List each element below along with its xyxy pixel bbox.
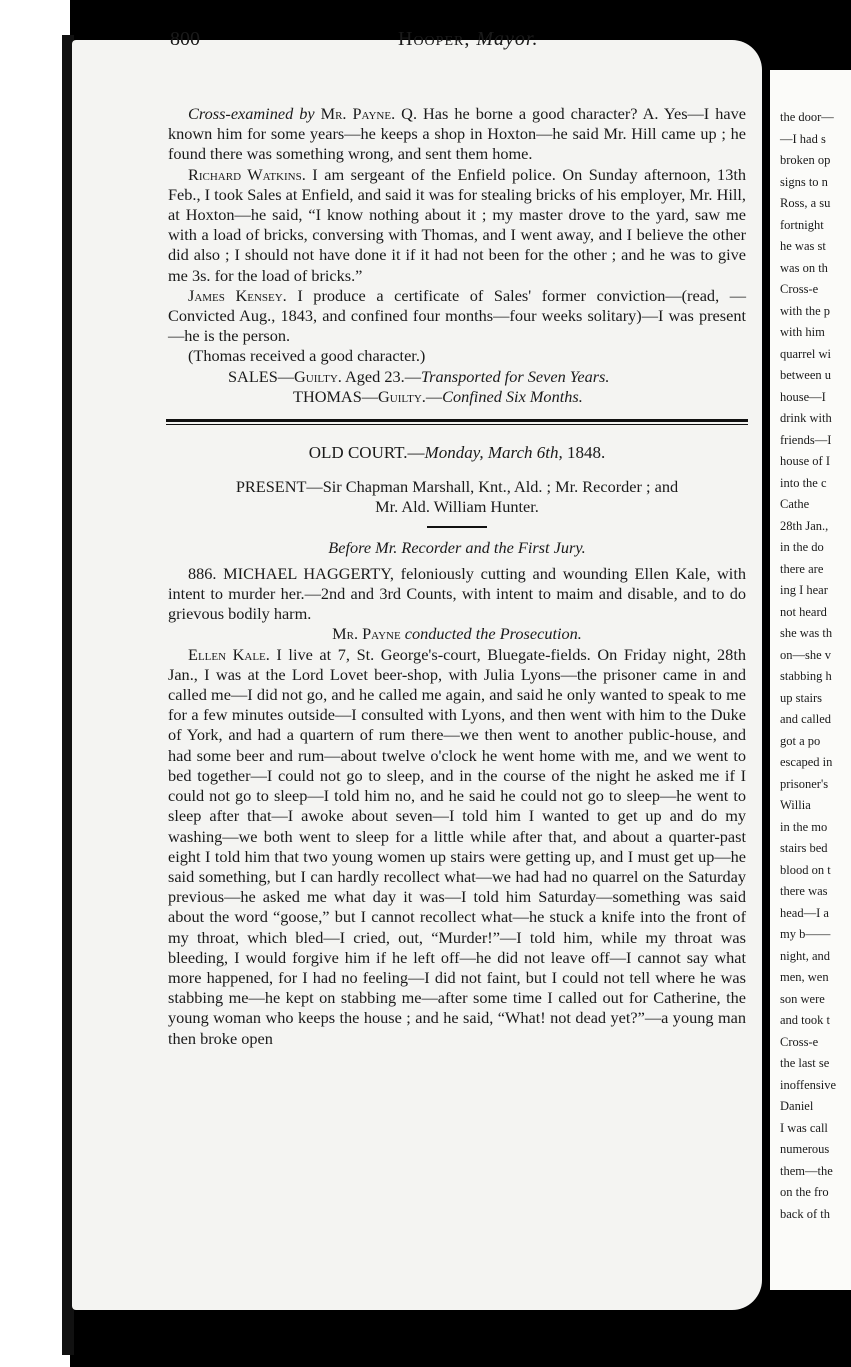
- facing-page-line: drink with: [780, 411, 832, 425]
- witness-name: Ellen Kale.: [188, 644, 270, 664]
- before-jury: [168, 538, 746, 558]
- facing-page-line: stairs bed: [780, 841, 828, 855]
- facing-page-line: between u: [780, 368, 832, 382]
- facing-page-line: and took t: [780, 1013, 830, 1027]
- facing-page-line: night, and: [780, 948, 830, 963]
- facing-page-line: inoffensive: [780, 1077, 837, 1092]
- verdict-sales: [228, 367, 746, 387]
- paragraph-cross-examination: [168, 104, 746, 165]
- section-divider: [166, 419, 748, 425]
- before-jury-text: Before Mr. Recorder and the First Jury.: [328, 537, 586, 557]
- facing-page-line: Cross-e: [780, 1034, 819, 1049]
- verdict-result: —Guilty.: [361, 386, 426, 406]
- testimony-text: I live at 7, St. George's-court, Bluegate-fields. On Friday night, 28th Jan., I was at the Lord Lovet beer-shop, with Julia Lyons—the prisoner came in and called me—I did not go, and he called me again, and said he only wanted to speak to me for a few minutes outside—I consulted with Lyons, and then went with him to the Duke of York, and had a quartern of rum there—we then went to another public-house, and had some beer and rum—about twelve o'clock he went home with me, and we went to bed together—I could not go to sleep, and in the course of the night he asked me if I could not go to sleep—I told him no, and he said he could not go to sleep—he went to sleep after that—I awoke about seven—I told him I wanted to get up and do my washing—we both went to sleep for a little while after that, and about a quarter-past eight I told him that two young women up stairs were getting up, and I must get up—he said something, but I can hardly recollect what—we had had no quarrel on the Saturday previous—he asked me what day it was—I told him Saturday—something was said about the word “goose,” but I cannot recollect what—he stuck a knife into the front of my throat, which bled—I cried, out, “Murder!”—I told him, while my throat was bleeding, I would forgive him if he left off—he did not leave off—I cannot say what more happened, for I had no feeling—I did not faint, but I could not tell where he was stabbing me—he kept on stabbing me—after some time I called out for Catherine, the young woman who keeps the house ; and he said, “What! not dead yet?”—a young man then broke open: [168, 644, 746, 1048]
- facing-page-line: and called: [780, 712, 832, 726]
- sentence: Transported for Seven Years.: [421, 366, 610, 386]
- running-head-title: Mayor.: [476, 28, 539, 50]
- facing-page-line: stabbing h: [780, 669, 832, 683]
- indictment: 886. MICHAEL HAGGERTY, feloniously cutting and wounding Ellen Kale, with intent to murder her.—2nd and 3rd Counts, with intent to maim and disable, and to do grievous bodily harm.: [168, 563, 746, 624]
- paragraph-kensey: [168, 286, 746, 347]
- page-header: [170, 28, 750, 58]
- facing-page-line: Cross-e: [780, 282, 819, 296]
- witness-name: James Kensey.: [188, 285, 287, 305]
- defendant: THOMAS: [293, 386, 362, 406]
- facing-page-line: up stairs: [780, 690, 823, 705]
- facing-page-line: he was st: [780, 239, 826, 253]
- prosecution-text: conducted the Prosecution.: [400, 624, 582, 644]
- facing-page-line: not heard: [780, 604, 827, 619]
- verdict-detail: Aged 23.—: [341, 366, 421, 386]
- court-heading: [168, 443, 746, 463]
- facing-page-fragment: [770, 70, 851, 1290]
- facing-page-line: my b——: [780, 927, 831, 941]
- facing-page-line: —I had s: [780, 131, 826, 146]
- facing-page-line: head—I a: [780, 905, 829, 920]
- defendant: SALES: [228, 366, 278, 386]
- facing-page-line: back of th: [780, 1206, 830, 1221]
- facing-page-line: house—I: [780, 389, 826, 404]
- prosecution-counsel: Mr. Payne: [332, 624, 401, 644]
- court-year: 1848.: [562, 443, 606, 463]
- verdict-thomas: [293, 387, 746, 407]
- facing-page-line: 28th Jan.,: [780, 518, 829, 533]
- facing-page-line: on the fro: [780, 1185, 829, 1199]
- facing-page-line: there was: [780, 884, 828, 898]
- verdict-detail: —: [425, 386, 443, 406]
- facing-page-line: Daniel: [780, 1099, 814, 1113]
- facing-page-line: Willia: [780, 798, 811, 812]
- verdict-result: —Guilty.: [277, 366, 342, 386]
- facing-page-line: with him: [780, 325, 825, 339]
- page-number: 800: [170, 28, 200, 50]
- facing-page-line: was on th: [780, 260, 828, 275]
- facing-page-line: in the do: [780, 540, 824, 554]
- facing-page-line: numerous: [780, 1142, 830, 1156]
- facing-page-line: she was th: [780, 626, 833, 640]
- facing-page-line: the last se: [780, 1056, 830, 1070]
- facing-page-line: I was call: [780, 1120, 828, 1135]
- paragraph-text: I produce a certificate of Sales' former conviction—(read, —Convicted Aug., 1843, and confined four months—four weeks solitary)—I was present—he is the person.: [168, 285, 746, 346]
- facing-page-line: in the mo: [780, 819, 828, 834]
- testimony-kale: [168, 645, 746, 1049]
- paragraph-text: I am sergeant of the Enfield police. On Sunday afternoon, 13th Feb., I took Sales at Enfield, and said it was for stealing bricks of his employer, Mr. Hill, at Hoxton—he said, “I know nothing about it ; my master drove to the yard, saw me with a load of bricks, conversing with Thomas, and I went away, and I believe the other did also ; I should not have done it if it had not been for the other ; and he was to give me 3s. for the load of bricks.”: [168, 164, 746, 285]
- facing-page-line: broken op: [780, 153, 831, 167]
- paragraph-text: Q. Has he borne a good character? A. Yes—I have known him for some years—he keeps a shop in Hoxton—he said Mr. Hill came up ; he found there was something wrong, and sent them home.: [168, 104, 746, 164]
- facing-page-line: into the c: [780, 475, 827, 490]
- sentence: Confined Six Months.: [442, 386, 583, 406]
- facing-page-line: there are: [780, 561, 824, 576]
- facing-page-line: ing I hear: [780, 583, 828, 597]
- court-name: OLD COURT.—: [308, 443, 425, 463]
- court-date: Monday, March 6th,: [424, 443, 563, 463]
- facing-page-line: men, wen: [780, 970, 829, 984]
- facing-page-line: quarrel wi: [780, 346, 832, 361]
- facing-page-line: them—the: [780, 1163, 833, 1178]
- counsel-name: Mr. Payne.: [320, 104, 396, 123]
- facing-page-line: fortnight: [780, 217, 824, 232]
- witness-name: Richard Watkins.: [188, 164, 306, 184]
- paragraph-watkins: [168, 165, 746, 286]
- facing-page-line: prisoner's: [780, 776, 829, 791]
- present-line-1: PRESENT—Sir Chapman Marshall, Knt., Ald. ; Mr. Recorder ; and: [235, 477, 679, 497]
- prosecution-line: [168, 624, 746, 644]
- running-head-name: Hooper,: [398, 28, 471, 50]
- present-line-2: Mr. Ald. William Hunter.: [375, 497, 539, 517]
- facing-page-line: got a po: [780, 733, 821, 748]
- facing-page-line: son were: [780, 991, 825, 1006]
- facing-page-line: signs to n: [780, 174, 828, 189]
- paragraph-character-note: (Thomas received a good character.): [188, 346, 426, 366]
- running-head: [398, 28, 538, 51]
- facing-page-line: on—she v: [780, 647, 832, 662]
- page-body: [168, 104, 746, 1049]
- facing-page-line: house of I: [780, 454, 830, 468]
- facing-page-line: with the p: [780, 303, 830, 318]
- facing-page-line: escaped in: [780, 755, 833, 769]
- left-page-edge: [0, 0, 70, 1367]
- facing-page-line: Cathe: [780, 497, 810, 511]
- facing-page-line: blood on t: [780, 862, 831, 877]
- cross-examined-label: Cross-examined by: [188, 104, 315, 123]
- facing-page-line: Ross, a su: [780, 196, 831, 210]
- short-divider: [427, 526, 487, 528]
- facing-page-line: friends—I: [780, 432, 832, 447]
- facing-page-line: the door—: [780, 110, 834, 124]
